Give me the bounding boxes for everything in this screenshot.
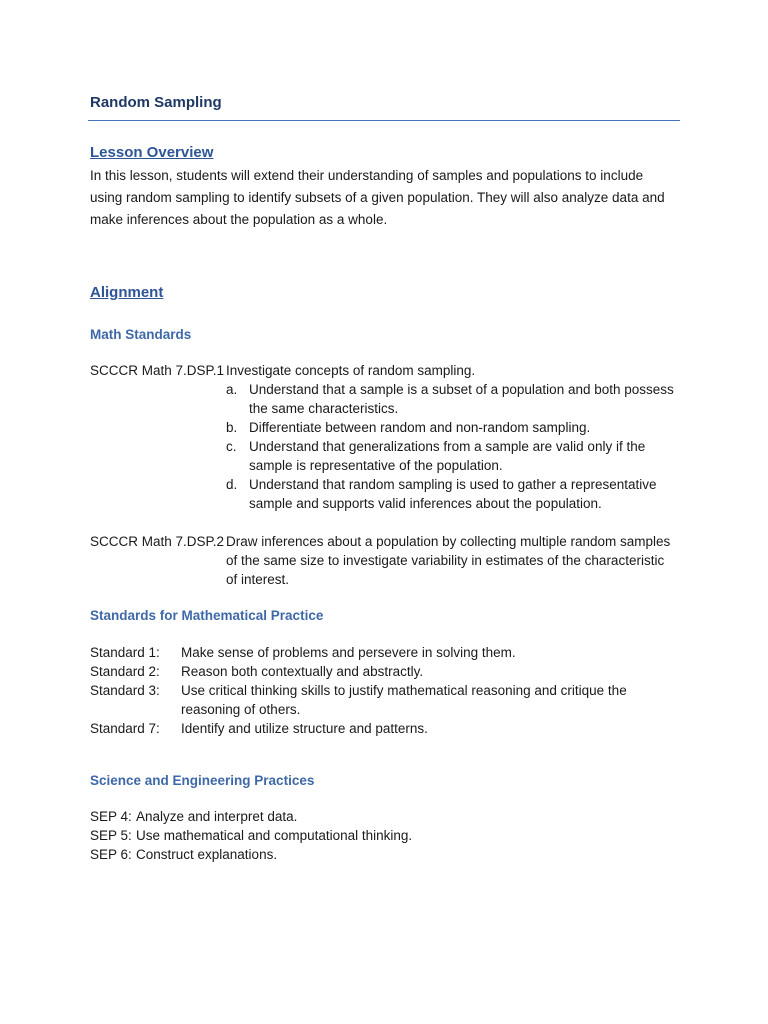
standard-entry	[90, 361, 680, 513]
practice-standard-label: Standard 2:	[90, 664, 160, 679]
standard-subitem	[226, 475, 676, 513]
science-practice-label: SEP 5:	[90, 828, 132, 843]
page-title: Random Sampling	[90, 94, 222, 111]
standard-description	[226, 361, 676, 513]
subitem-marker: a.	[226, 382, 238, 397]
standard-code: SCCCR Math 7.DSP.2	[90, 534, 225, 549]
practice-standard-text: Make sense of problems and persevere in solving them.	[181, 645, 516, 660]
standard-subitem	[226, 418, 676, 437]
standard-text: Investigate concepts of random sampling.	[226, 363, 476, 378]
standard-subitem	[226, 380, 676, 418]
science-practice-text: Construct explanations.	[136, 847, 278, 862]
standard-sublist	[226, 380, 676, 513]
alignment-heading: Alignment	[90, 284, 164, 301]
subitem-text: Differentiate between random and non-random sampling.	[249, 420, 591, 435]
lesson-overview-body: In this lesson, students will extend their understanding of samples and populations to include using random sampling to identify subsets of a given population. They will also analyze data and make inferences about the population as a whole.	[90, 168, 665, 227]
science-practice-text: Analyze and interpret data.	[136, 809, 298, 824]
subitem-text: Understand that generalizations from a sample are valid only if the sample is representative of the population.	[249, 439, 646, 473]
practice-standard-label: Standard 1:	[90, 645, 160, 660]
standard-description: Draw inferences about a population by collecting multiple random samples of the same size to investigate variability in estimates of the characteristic of interest.	[226, 534, 671, 587]
subitem-text: Understand that a sample is a subset of a population and both possess the same characteristics.	[249, 382, 674, 416]
practice-standard-label: Standard 3:	[90, 683, 160, 698]
subitem-marker: b.	[226, 420, 238, 435]
science-practice-text: Use mathematical and computational thinking.	[136, 828, 413, 843]
subitem-marker: c.	[226, 439, 237, 454]
science-practice-label: SEP 4:	[90, 809, 132, 824]
standard-code: SCCCR Math 7.DSP.1	[90, 363, 225, 378]
lesson-overview-heading: Lesson Overview	[90, 144, 214, 161]
subitem-marker: d.	[226, 477, 238, 492]
title-divider	[88, 120, 680, 121]
standard-entry	[90, 532, 680, 590]
practice-standards-heading: Standards for Mathematical Practice	[90, 608, 324, 623]
subitem-text: Understand that random sampling is used to gather a representative sample and supports valid inferences about the population.	[249, 477, 657, 511]
practice-standard-text: Identify and utilize structure and patterns.	[181, 721, 428, 736]
practice-standard-text: Use critical thinking skills to justify mathematical reasoning and critique the reasoning of others.	[181, 683, 627, 717]
math-standards-heading: Math Standards	[90, 327, 192, 342]
practice-standard-label: Standard 7:	[90, 721, 160, 736]
standard-subitem	[226, 437, 676, 475]
science-practices-heading: Science and Engineering Practices	[90, 773, 315, 788]
practice-standard-text: Reason both contextually and abstractly.	[181, 664, 424, 679]
science-practice-label: SEP 6:	[90, 847, 132, 862]
